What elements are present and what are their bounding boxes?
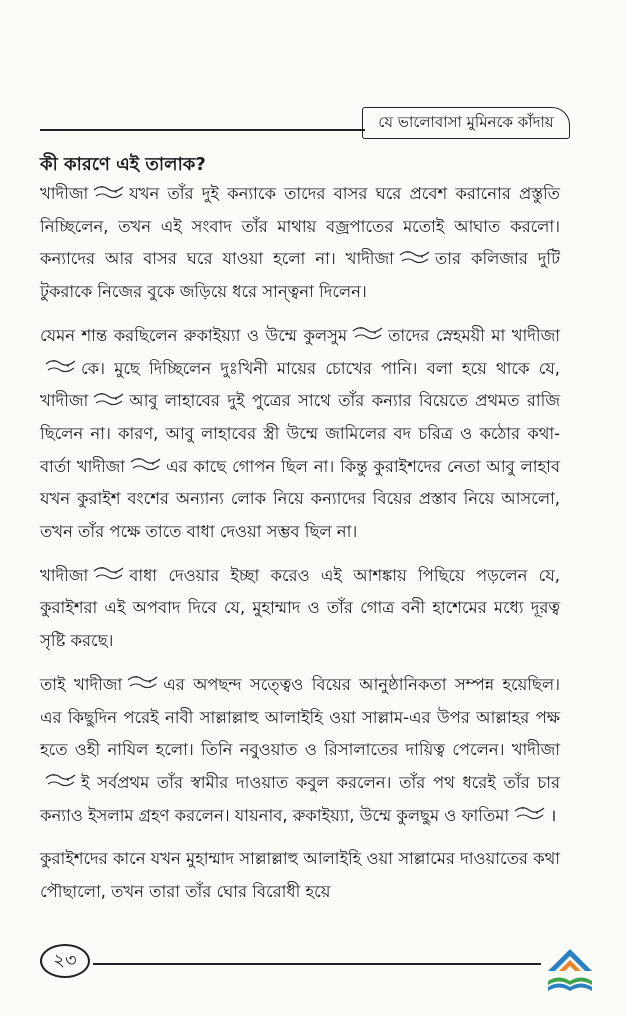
honorific-icon xyxy=(92,564,125,582)
paragraph: কুরাইশদের কানে যখন মুহাম্মাদ সাল্লাল্লাহু আলাইহি ওয়া সাল্লামের দাওয়াতের কথা পৌছালো, তখন তারা তাঁর ঘোর বিরোধী হয়ে xyxy=(40,849,560,902)
body-text xyxy=(40,178,560,909)
honorific-icon xyxy=(129,455,162,473)
section-heading: কী কারণে এই তালাক? xyxy=(40,154,206,175)
honorific-icon xyxy=(44,357,77,375)
logo-book-top xyxy=(548,978,592,986)
publisher-logo-icon xyxy=(542,945,598,997)
paragraph: তাই খাদীজা এর অপছন্দ সত্ত্বেও বিয়ের আনুষ্ঠানিকতা সম্পন্ন হয়েছিল। এর কিছুদিন পরেই নাবী সাল্লাল্লাহু আলাইহি ওয়া সাল্লাম-এর উপর আল্লাহর পক্ষ হতে ওহী নাযিল হলো। তিনি নবুওয়াত ও রিসালাতের দায়িত্ব পেলেন। খাদীজা ই সর্বপ্রথম তাঁর স্বামীর দাওয়াত কবুল করলেন। তাঁর পথ ধরেই তাঁর চার কন্যাও ইসলাম গ্রহণ করলেন। যায়নাব, রুকাইয়্যা, উম্মে কুলছুম ও ফাতিমা । xyxy=(40,674,560,825)
header-rule xyxy=(40,129,365,131)
page-number: ২৩ xyxy=(40,944,90,978)
honorific-icon xyxy=(513,804,546,822)
paragraph: যেমন শান্ত করছিলেন রুকাইয়্যা ও উম্মে কুলসুম তাদের স্নেহময়ী মা খাদীজা কে। মুছে দিচ্ছিলেন দুঃখিনী মায়ের চোখের পানি। বলা হয়ে থাকে যে, খাদীজা আবু লাহাবের দুই পুত্রের সাথে তাঁর কন্যার বিয়েতে প্রথমত রাজি ছিলেন না। কারণ, আবু লাহাবের স্ত্রী উম্মে জামিলের বদ চরিত্র ও কঠোর কথা-বার্তা খাদীজা এর কাছে গোপন ছিল না। কিন্তু কুরাইশদের নেতা আবু লাহাব যখন কুরাইশ বংশের অন্যান্য লোক নিয়ে কন্যাদের বিয়ের প্রস্তাব নিয়ে আসলো, তখন তাঁর পক্ষে তাতে বাধা দেওয়া সম্ভব ছিল না। xyxy=(40,325,560,542)
honorific-icon xyxy=(92,183,125,201)
honorific-icon xyxy=(398,248,431,266)
honorific-icon xyxy=(92,390,125,408)
paragraph: খাদীজা বাধা দেওয়ার ইচ্ছা করেও এই আশঙ্কায় পিছিয়ে পড়লেন যে, কুরাইশরা এই অপবাদ দিবে যে, মুহাম্মাদ ও তাঁর গোত্র বনী হাশেমের মধ্যে দূরত্ব সৃষ্টি করছে। xyxy=(40,565,560,651)
footer-rule xyxy=(93,963,541,965)
honorific-icon xyxy=(351,324,384,342)
paragraph: খাদীজা যখন তাঁর দুই কন্যাকে তাদের বাসর ঘরে প্রবেশ করানোর প্রস্তুতি নিচ্ছিলেন, তখন এই সংবাদ তাঁর মাথায় বজ্রপাতের মতোই আঘাত করলো। কন্যাদের আর বাসর ঘরে যাওয়া হলো না। খাদীজা তার কলিজার দুটি টুকরাকে নিজের বুকে জড়িয়ে ধরে সান্ত্বনা দিলেন। xyxy=(40,184,560,302)
honorific-icon xyxy=(126,673,159,691)
honorific-icon xyxy=(44,771,77,789)
running-header: যে ভালোবাসা মুমিনকে কাঁদায় xyxy=(362,107,570,139)
